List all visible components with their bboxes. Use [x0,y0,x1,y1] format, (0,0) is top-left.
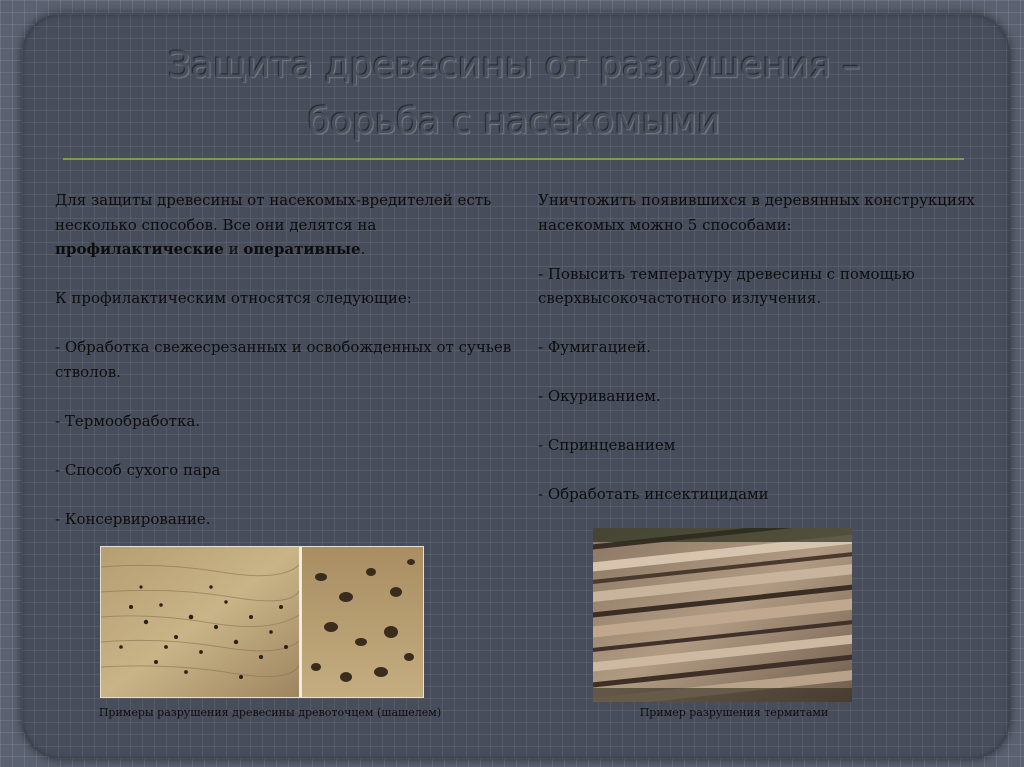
right-item: - Окуриванием. [538,387,661,405]
left-intro [55,188,525,262]
right-item: - Фумигацией. [538,338,651,356]
woodworm-caption: Примеры разрушения древесины древоточцем (шашелем) [98,706,442,719]
title-divider [63,158,964,160]
title-line-1: Защита древесины от разрушения – [167,45,861,86]
left-lead: К профилактическим относятся следующие: [55,289,412,307]
left-intro-end: . [360,240,366,258]
left-item: - Способ сухого пара [55,460,221,479]
left-intro-text: Для защиты древесины от насекомых-вредителей есть несколько способов. Все они делятся на [55,191,492,234]
left-item: - Термообработка. [55,411,201,430]
termite-damage-photo [593,528,852,702]
slide-title [60,38,968,150]
left-intro-bold-operative: оперативные [243,240,361,258]
left-item: - Обработка свежесрезанных и освобожденных от сучьев стволов. [55,338,512,381]
right-item: - Спринцеванием [538,436,676,454]
termite-caption: Пример разрушения термитами [639,706,829,719]
woodworm-damage-photo [100,546,424,698]
right-item: - Повысить температуру древесины с помощью сверхвысокочастотного излучения. [538,264,915,307]
left-item: - Консервирование. [55,509,211,528]
title-line-2: борьба с насекомыми [307,101,721,142]
right-item: - Обработать инсектицидами [538,485,769,503]
left-intro-bold-preventive: профилактические [55,240,224,258]
right-column [538,188,988,507]
right-lead: Уничтожить появившихся в деревянных конструкциях насекомых можно 5 способами: [538,191,975,234]
left-intro-conj: и [223,240,244,258]
left-column [55,188,525,531]
